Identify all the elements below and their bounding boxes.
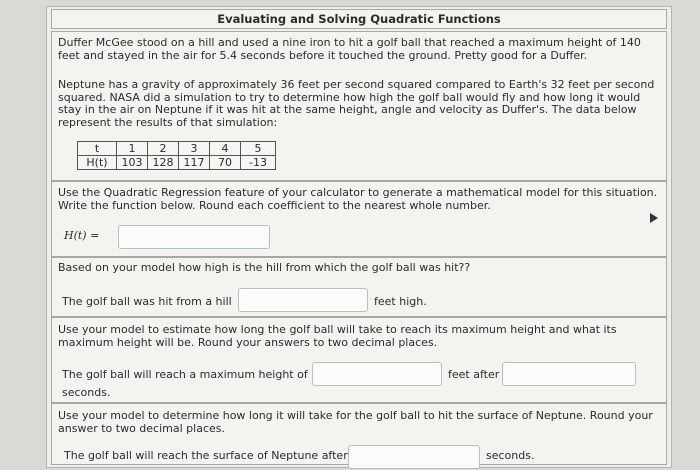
table-cell: 4 — [210, 142, 241, 156]
max-height-middle: feet after — [448, 368, 500, 381]
table-row-h — [78, 156, 276, 170]
surface-time-prefix: The golf ball will reach the surface of Neptune after — [64, 449, 348, 462]
table-cell: 3 — [179, 142, 210, 156]
hill-height-input[interactable] — [238, 288, 368, 312]
max-height-input[interactable] — [312, 362, 442, 386]
max-time-input[interactable] — [502, 362, 636, 386]
surface-time-input[interactable] — [348, 445, 480, 469]
table-cell: 5 — [241, 142, 276, 156]
intro-paragraph-2: Neptune has a gravity of approximately 36 feet per second squared compared to Earth's 32 feet per second squared. NASA did a simulation to try to determine how high the golf ball would fly and how long it would stay in the air on Neptune if it was hit at the same height, angle and velocity as Duffer's. The data below represent the results of that simulation: — [58, 78, 655, 129]
function-input[interactable] — [118, 225, 270, 249]
question-1-instructions: Use the Quadratic Regression feature of your calculator to generate a mathematical model for this situation. Write the function below. Round each coefficient to the nearest whole number. — [58, 186, 658, 212]
function-label: H(t) = — [64, 229, 100, 242]
question-2-text: Based on your model how high is the hill from which the golf ball was hit?? — [58, 261, 471, 274]
table-header-t: t — [78, 142, 117, 156]
question-2-panel — [51, 257, 667, 317]
question-3-panel — [51, 317, 667, 403]
question-4-text: Use your model to determine how long it will take for the golf ball to hit the surface of Neptune. Round your answer to two decimal places. — [58, 409, 653, 435]
page-title: Evaluating and Solving Quadratic Functions — [51, 9, 667, 29]
table-cell: 70 — [210, 156, 241, 170]
table-cell: 103 — [117, 156, 148, 170]
simulation-data-table — [77, 141, 276, 170]
question-4-panel — [51, 403, 667, 465]
table-cell: 1 — [117, 142, 148, 156]
hill-height-suffix: feet high. — [374, 295, 427, 308]
table-cell: -13 — [241, 156, 276, 170]
table-row-t — [78, 142, 276, 156]
mouse-cursor-icon — [650, 213, 658, 223]
table-cell: 117 — [179, 156, 210, 170]
surface-time-suffix: seconds. — [486, 449, 535, 462]
table-cell: 2 — [148, 142, 179, 156]
table-cell: 128 — [148, 156, 179, 170]
question-3-text: Use your model to estimate how long the golf ball will take to reach its maximum height and what its maximum height will be. Round your answers to two decimal places. — [58, 323, 617, 349]
question-1-panel — [51, 181, 667, 257]
max-time-suffix: seconds. — [62, 386, 111, 399]
table-header-h: H(t) — [78, 156, 117, 170]
intro-paragraph-1: Duffer McGee stood on a hill and used a nine iron to hit a golf ball that reached a maximum height of 140 feet and stayed in the air for 5.4 seconds before it touched the ground. Pretty good for a Duffer. — [58, 36, 641, 62]
worksheet — [46, 6, 672, 468]
max-height-prefix: The golf ball will reach a maximum height of — [62, 368, 308, 381]
hill-height-prefix: The golf ball was hit from a hill — [62, 295, 232, 308]
